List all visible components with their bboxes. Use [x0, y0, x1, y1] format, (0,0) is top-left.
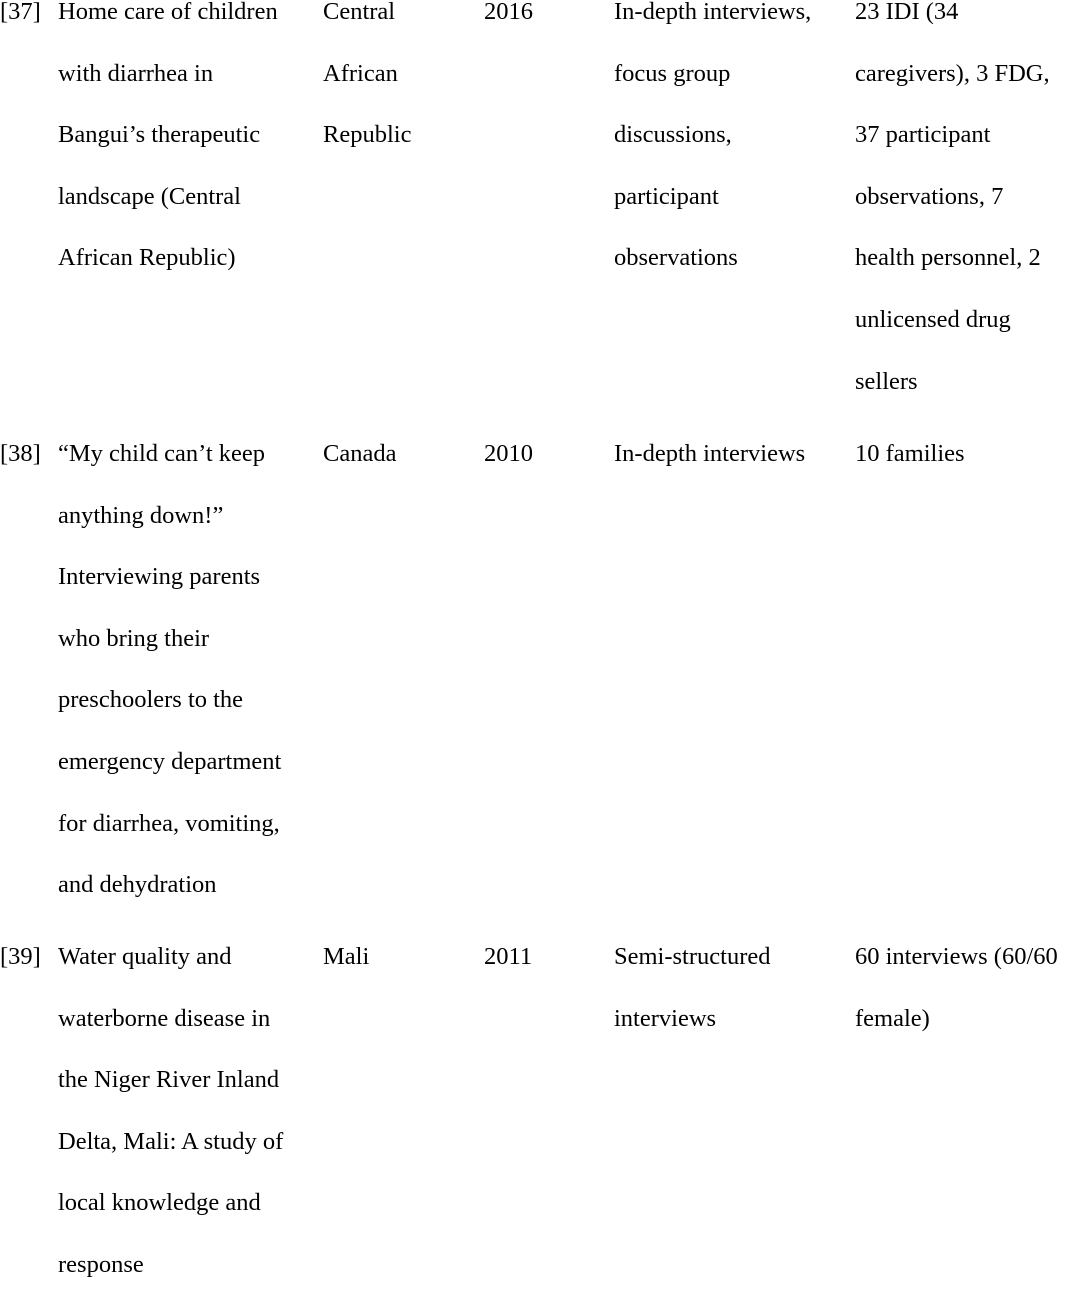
ref-cell: [38]	[0, 440, 41, 467]
sample-cell: 23 IDI (34 caregivers), 3 FDG, 37 participant observations, 7 health personnel, 2 unlicensed drug sellers	[855, 0, 1050, 395]
year-cell: 2016	[484, 0, 533, 25]
method-cell: In-depth interviews	[614, 440, 806, 467]
method-cell: In-depth interviews, focus group discussions, participant observations	[614, 0, 812, 272]
table-row	[0, 945, 1077, 1280]
year-cell: 2011	[484, 943, 533, 970]
title-cell: Home care of children with diarrhea in Bangui’s therapeutic landscape (Central African Republic)	[58, 0, 278, 272]
sample-cell: 60 interviews (60/60 female)	[855, 943, 1058, 1032]
country-cell: Central African Republic	[323, 0, 412, 149]
table-row	[0, 442, 1077, 932]
sample-cell: 10 families	[855, 440, 965, 467]
ref-cell: [37]	[0, 0, 41, 25]
ref-cell: [39]	[0, 943, 41, 970]
method-cell: Semi-structured interviews	[614, 943, 771, 1032]
year-cell: 2010	[484, 440, 533, 467]
table-row	[0, 0, 1077, 430]
title-cell: Water quality and waterborne disease in the Niger River Inland Delta, Mali: A study of local knowledge and response	[58, 943, 284, 1278]
country-cell: Canada	[323, 440, 397, 467]
title-cell: “My child can’t keep anything down!” Interviewing parents who bring their preschoolers to the emergency department for diarrhea, vomiting, and dehydration	[58, 440, 282, 899]
country-cell: Mali	[323, 943, 370, 970]
